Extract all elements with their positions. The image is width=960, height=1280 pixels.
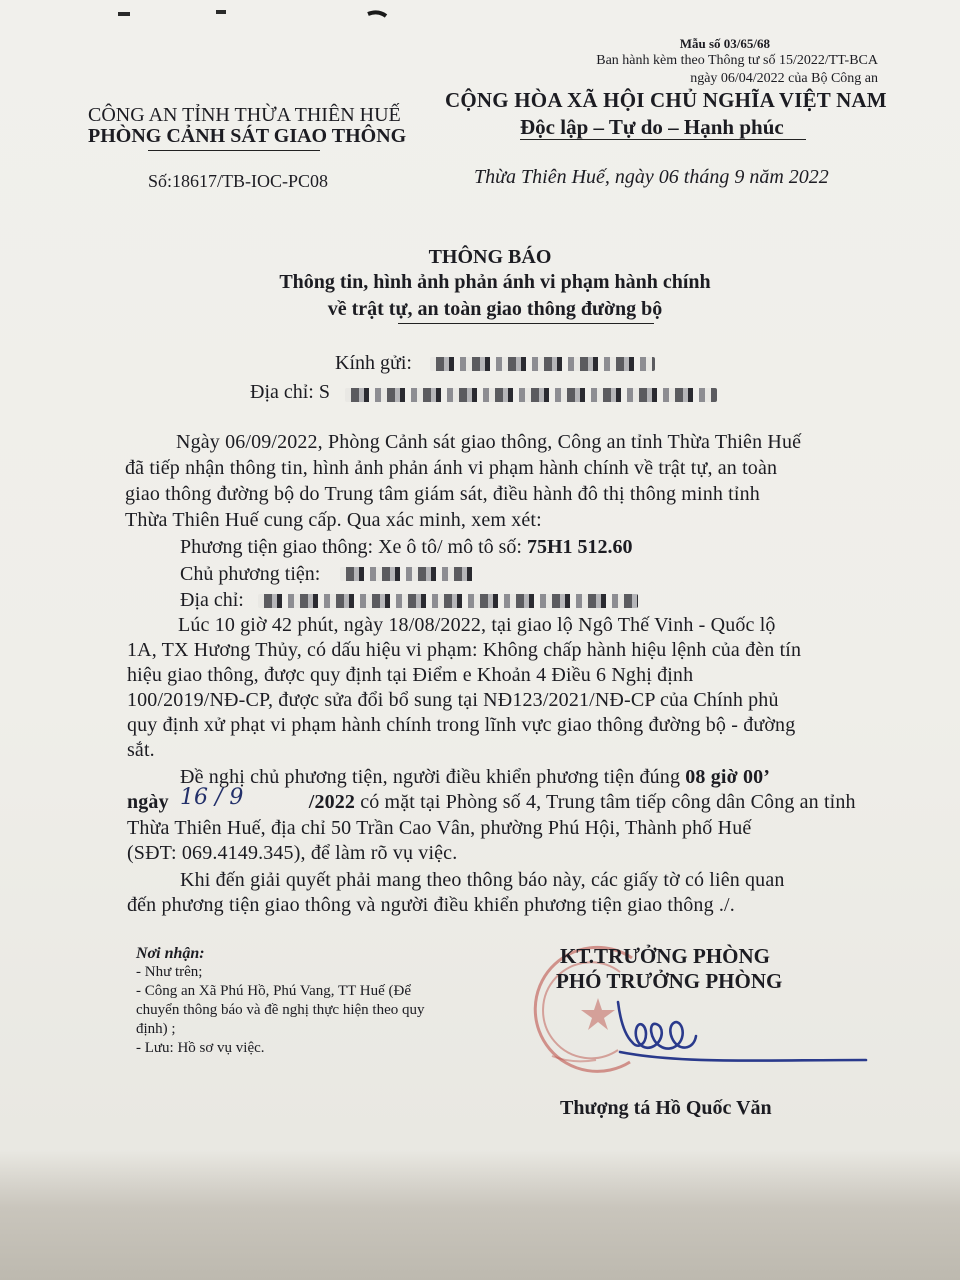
recipients-line: chuyển thông báo và đề nghị thực hiện theo quy — [136, 1002, 425, 1018]
redacted-owner-name — [340, 567, 476, 581]
page-shadow — [0, 1150, 960, 1280]
document-title: THÔNG BÁO — [428, 246, 552, 268]
form-issued-with: Ban hành kèm theo Thông tư số 15/2022/TT-BCA — [596, 53, 878, 68]
handwritten-date: 16 / 9 — [180, 785, 244, 810]
recipients-heading: Nơi nhận: — [136, 945, 205, 962]
appointment-time: 08 giờ 00’ — [685, 766, 771, 788]
signer-name: Thượng tá Hồ Quốc Văn — [560, 1097, 772, 1119]
para3-line3: Thừa Thiên Huế, địa chỉ 50 Trần Cao Vân, phường Phú Hội, Thành phố Huế — [127, 817, 752, 839]
nation-title: CỘNG HÒA XÃ HỘI CHỦ NGHĨA VIỆT NAM — [445, 88, 887, 112]
place-date: Thừa Thiên Huế, ngày 06 tháng 9 năm 2022 — [474, 166, 829, 188]
motto-underline — [520, 139, 806, 140]
vehicle-line: Phương tiện giao thông: Xe ô tô/ mô tô số: 75H1 512.60 — [180, 536, 633, 558]
recipients-line: - Công an Xã Phú Hồ, Phú Vang, TT Huế (Để — [136, 983, 411, 999]
document-subtitle-line1: Thông tin, hình ảnh phản ánh vi phạm hành chính — [279, 271, 711, 293]
para2-line6: sắt. — [127, 739, 155, 761]
recipients-line: định) ; — [136, 1021, 176, 1037]
signature-title-line1: KT.TRƯỞNG PHÒNG — [560, 944, 770, 968]
owner-address-label: Địa chỉ: — [180, 589, 244, 611]
org-parent: CÔNG AN TỈNH THỪA THIÊN HUẾ — [88, 104, 401, 126]
document-subtitle-line2: về trật tự, an toàn giao thông đường bộ — [327, 298, 663, 320]
redacted-owner-address — [258, 594, 638, 608]
owner-label: Chủ phương tiện: — [180, 563, 321, 585]
handwritten-signature — [560, 980, 880, 1090]
appointment-year: /2022 — [308, 791, 356, 813]
para3-line2: ngày /2022 có mặt tại Phòng số 4, Trung tâm tiếp công dân Công an tỉnh — [127, 791, 856, 813]
vehicle-plate: 75H1 512.60 — [526, 536, 633, 558]
redacted-recipient-name — [430, 357, 655, 371]
para2-line1: Lúc 10 giờ 42 phút, ngày 18/08/2022, tại giao lộ Ngô Thế Vinh - Quốc lộ — [178, 614, 776, 636]
motto: Độc lập – Tự do – Hạnh phúc — [520, 115, 784, 139]
para2-line4: 100/2019/NĐ-CP, được sửa đổi bổ sung tại NĐ123/2021/NĐ-CP của Chính phủ — [127, 689, 779, 711]
org-unit: PHÒNG CẢNH SÁT GIAO THÔNG — [88, 125, 407, 147]
recipient-label: Kính gửi: — [335, 352, 412, 374]
form-issued-date: ngày 06/04/2022 của Bộ Công an — [690, 71, 878, 86]
scan-marks — [0, 0, 960, 40]
para1-line4: Thừa Thiên Huế cung cấp. Qua xác minh, xem xét: — [125, 509, 542, 531]
para2-line5: quy định xử phạt vi phạm hành chính trong lĩnh vực giao thông đường bộ - đường — [127, 714, 796, 736]
para2-line2: 1A, TX Hương Thủy, có dấu hiệu vi phạm: Không chấp hành hiệu lệnh của đèn tín — [127, 639, 802, 661]
document-number: Số:18617/TB-IOC-PC08 — [148, 171, 329, 191]
recipients-line: - Như trên; — [136, 964, 203, 980]
para4-line2: đến phương tiện giao thông và người điều khiển phương tiện giao thông ./. — [127, 894, 735, 916]
para4-line1: Khi đến giải quyết phải mang theo thông báo này, các giấy tờ có liên quan — [180, 869, 785, 891]
para1-line3: giao thông đường bộ do Trung tâm giám sát, điều hành đô thị thông minh tỉnh — [125, 483, 760, 505]
form-code: Mẫu số 03/65/68 — [679, 36, 770, 51]
org-underline — [148, 150, 320, 151]
para3-line4: (SĐT: 069.4149.345), để làm rõ vụ việc. — [127, 842, 458, 864]
address-prefix: S — [318, 381, 330, 403]
para1-line2: đã tiếp nhận thông tin, hình ảnh phản ánh vi phạm hành chính về trật tự, an toàn — [125, 457, 778, 479]
recipients-line: - Lưu: Hồ sơ vụ việc. — [136, 1040, 265, 1056]
recipient-address-label: Địa chỉ: S — [250, 381, 330, 403]
para2-line3: hiệu giao thông, được quy định tại Điểm e Khoản 4 Điều 6 Nghị định — [127, 664, 694, 686]
signature-title-line2: PHÓ TRƯỞNG PHÒNG — [556, 969, 783, 993]
para3-line1: Đề nghị chủ phương tiện, người điều khiển phương tiện đúng 08 giờ 00’ — [180, 766, 771, 788]
subtitle-underline — [398, 323, 654, 324]
recipients-block — [136, 944, 424, 1058]
para1-line1: Ngày 06/09/2022, Phòng Cảnh sát giao thông, Công an tỉnh Thừa Thiên Huế — [176, 431, 802, 453]
redacted-recipient-address — [345, 388, 717, 402]
